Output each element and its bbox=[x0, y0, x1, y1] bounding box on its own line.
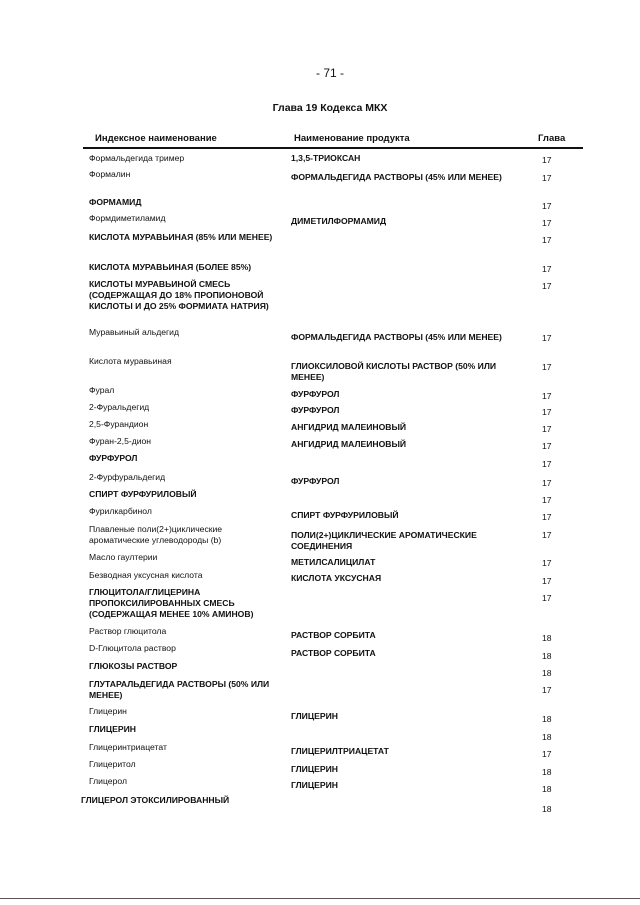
chapter-cell: 18 bbox=[542, 714, 552, 724]
product-name-cell: ГЛИЦЕРИН bbox=[291, 711, 338, 721]
index-name-cell: Муравьиный альдегид bbox=[89, 327, 179, 337]
product-name-cell: ДИМЕТИЛФОРМАМИД bbox=[291, 216, 387, 226]
product-name-cell: РАСТВОР СОРБИТА bbox=[291, 630, 376, 640]
index-name-cell: 2,5-Фурандион bbox=[89, 419, 149, 429]
chapter-cell: 17 bbox=[542, 235, 552, 245]
header-product-name: Наименование продукта bbox=[294, 133, 410, 144]
index-name-cell: ГЛЮКОЗЫ РАСТВОР bbox=[89, 661, 178, 671]
chapter-cell: 18 bbox=[542, 651, 552, 661]
product-name-cell: ФОРМАЛЬДЕГИДА РАСТВОРЫ (45% ИЛИ МЕНЕЕ) bbox=[291, 332, 502, 342]
index-name-cell: Формальдегида тример bbox=[89, 153, 185, 163]
bottom-rule bbox=[0, 898, 640, 899]
chapter-cell: 17 bbox=[542, 593, 552, 603]
product-name-cell: ФУРФУРОЛ bbox=[291, 476, 340, 486]
index-name-cell: Формдиметиламид bbox=[89, 213, 166, 223]
chapter-cell: 18 bbox=[542, 767, 552, 777]
index-name-cell: ГЛИЦЕРИН bbox=[89, 724, 136, 734]
index-name-cell: Фурал bbox=[89, 385, 115, 395]
index-name-cell: КИСЛОТА МУРАВЬИНАЯ (БОЛЕЕ 85%) bbox=[89, 262, 252, 272]
product-name-cell: МЕТИЛСАЛИЦИЛАТ bbox=[291, 557, 376, 567]
product-name-cell: СПИРТ ФУРФУРИЛОВЫЙ bbox=[291, 510, 399, 520]
page-title: Глава 19 Кодекса МКХ bbox=[272, 102, 388, 114]
chapter-cell: 17 bbox=[542, 264, 552, 274]
index-name-cell: Глицерин bbox=[89, 706, 127, 716]
index-name-cell: ГЛЮЦИТОЛА/ГЛИЦЕРИНА ПРОПОКСИЛИРОВАННЫХ СМЕСЬ (СОДЕРЖАЩАЯ МЕНЕЕ 10% АМИНОВ) bbox=[89, 587, 254, 619]
index-name-cell: Формалин bbox=[89, 169, 131, 179]
chapter-cell: 17 bbox=[542, 441, 552, 451]
chapter-cell: 17 bbox=[542, 333, 552, 343]
chapter-cell: 18 bbox=[542, 732, 552, 742]
product-name-cell: ГЛИЦЕРИН bbox=[291, 780, 338, 790]
chapter-cell: 17 bbox=[542, 218, 552, 228]
chapter-cell: 17 bbox=[542, 407, 552, 417]
index-name-cell: ГЛУТАРАЛЬДЕГИДА РАСТВОРЫ (50% ИЛИ МЕНЕЕ) bbox=[89, 679, 270, 700]
chapter-cell: 17 bbox=[542, 478, 552, 488]
chapter-cell: 17 bbox=[542, 576, 552, 586]
chapter-cell: 17 bbox=[542, 495, 552, 505]
page-number: - 71 - bbox=[315, 66, 344, 80]
index-name-cell: Безводная уксусная кислота bbox=[89, 570, 203, 580]
index-name-cell: Фурилкарбинол bbox=[89, 506, 152, 516]
index-name-cell: Раствор глюцитола bbox=[89, 626, 167, 636]
product-name-cell: ГЛИОКСИЛОВОЙ КИСЛОТЫ РАСТВОР (50% ИЛИ МЕНЕЕ) bbox=[291, 361, 497, 382]
chapter-cell: 17 bbox=[542, 512, 552, 522]
index-name-cell: КИСЛОТЫ МУРАВЬИНОЙ СМЕСЬ (СОДЕРЖАЩАЯ ДО 18% ПРОПИОНОВОЙ КИСЛОТЫ И ДО 25% ФОРМИАТА НАТРИЯ) bbox=[89, 279, 269, 311]
index-name-cell: ГЛИЦЕРОЛ ЭТОКСИЛИРОВАННЫЙ bbox=[81, 795, 230, 805]
index-name-cell: Кислота муравьиная bbox=[89, 356, 172, 366]
index-name-cell: Глицеринтриацетат bbox=[89, 742, 167, 752]
product-name-cell: ФУРФУРОЛ bbox=[291, 405, 340, 415]
product-name-cell: КИСЛОТА УКСУСНАЯ bbox=[291, 573, 382, 583]
product-name-cell: ФУРФУРОЛ bbox=[291, 389, 340, 399]
chapter-cell: 18 bbox=[542, 668, 552, 678]
product-name-cell: ГЛИЦЕРИЛТРИАЦЕТАТ bbox=[291, 746, 389, 756]
chapter-cell: 17 bbox=[542, 685, 552, 695]
chapter-cell: 17 bbox=[542, 201, 552, 211]
chapter-cell: 17 bbox=[542, 281, 552, 291]
product-name-cell: 1,3,5-ТРИОКСАН bbox=[291, 153, 361, 163]
product-name-cell: ФОРМАЛЬДЕГИДА РАСТВОРЫ (45% ИЛИ МЕНЕЕ) bbox=[291, 172, 502, 182]
product-name-cell: АНГИДРИД МАЛЕИНОВЫЙ bbox=[291, 439, 407, 449]
chapter-cell: 17 bbox=[542, 558, 552, 568]
header-index-name: Индексное наименование bbox=[95, 133, 217, 144]
index-name-cell: ФОРМАМИД bbox=[89, 197, 142, 207]
chapter-cell: 17 bbox=[542, 173, 552, 183]
index-name-cell: 2-Фуральдегид bbox=[89, 402, 150, 412]
chapter-cell: 18 bbox=[542, 784, 552, 794]
index-name-cell: Глицерол bbox=[89, 776, 127, 786]
index-name-cell: D-Глюцитола раствор bbox=[89, 643, 176, 653]
chapter-cell: 17 bbox=[542, 530, 552, 540]
index-name-cell: Масло гаултерии bbox=[89, 552, 158, 562]
index-name-cell: КИСЛОТА МУРАВЬИНАЯ (85% ИЛИ МЕНЕЕ) bbox=[89, 232, 273, 242]
chapter-cell: 17 bbox=[542, 459, 552, 469]
chapter-cell: 17 bbox=[542, 391, 552, 401]
index-name-cell: Плавленые поли(2+)циклические ароматические углеводороды (b) bbox=[89, 524, 223, 545]
header-rule bbox=[83, 147, 583, 149]
index-name-cell: СПИРТ ФУРФУРИЛОВЫЙ bbox=[89, 489, 197, 499]
product-name-cell: ПОЛИ(2+)ЦИКЛИЧЕСКИЕ АРОМАТИЧЕСКИЕ СОЕДИНЕНИЯ bbox=[291, 530, 477, 551]
chapter-cell: 17 bbox=[542, 424, 552, 434]
index-name-cell: Глицеритол bbox=[89, 759, 136, 769]
chapter-cell: 18 bbox=[542, 633, 552, 643]
chapter-cell: 17 bbox=[542, 749, 552, 759]
index-name-cell: 2-Фурфуральдегид bbox=[89, 472, 166, 482]
chapter-cell: 17 bbox=[542, 362, 552, 372]
header-chapter: Глава bbox=[538, 133, 566, 144]
product-name-cell: РАСТВОР СОРБИТА bbox=[291, 648, 376, 658]
product-name-cell: АНГИДРИД МАЛЕИНОВЫЙ bbox=[291, 422, 407, 432]
index-name-cell: Фуран-2,5-дион bbox=[89, 436, 152, 446]
chapter-cell: 17 bbox=[542, 155, 552, 165]
index-name-cell: ФУРФУРОЛ bbox=[89, 453, 138, 463]
chapter-cell: 18 bbox=[542, 804, 552, 814]
product-name-cell: ГЛИЦЕРИН bbox=[291, 764, 338, 774]
